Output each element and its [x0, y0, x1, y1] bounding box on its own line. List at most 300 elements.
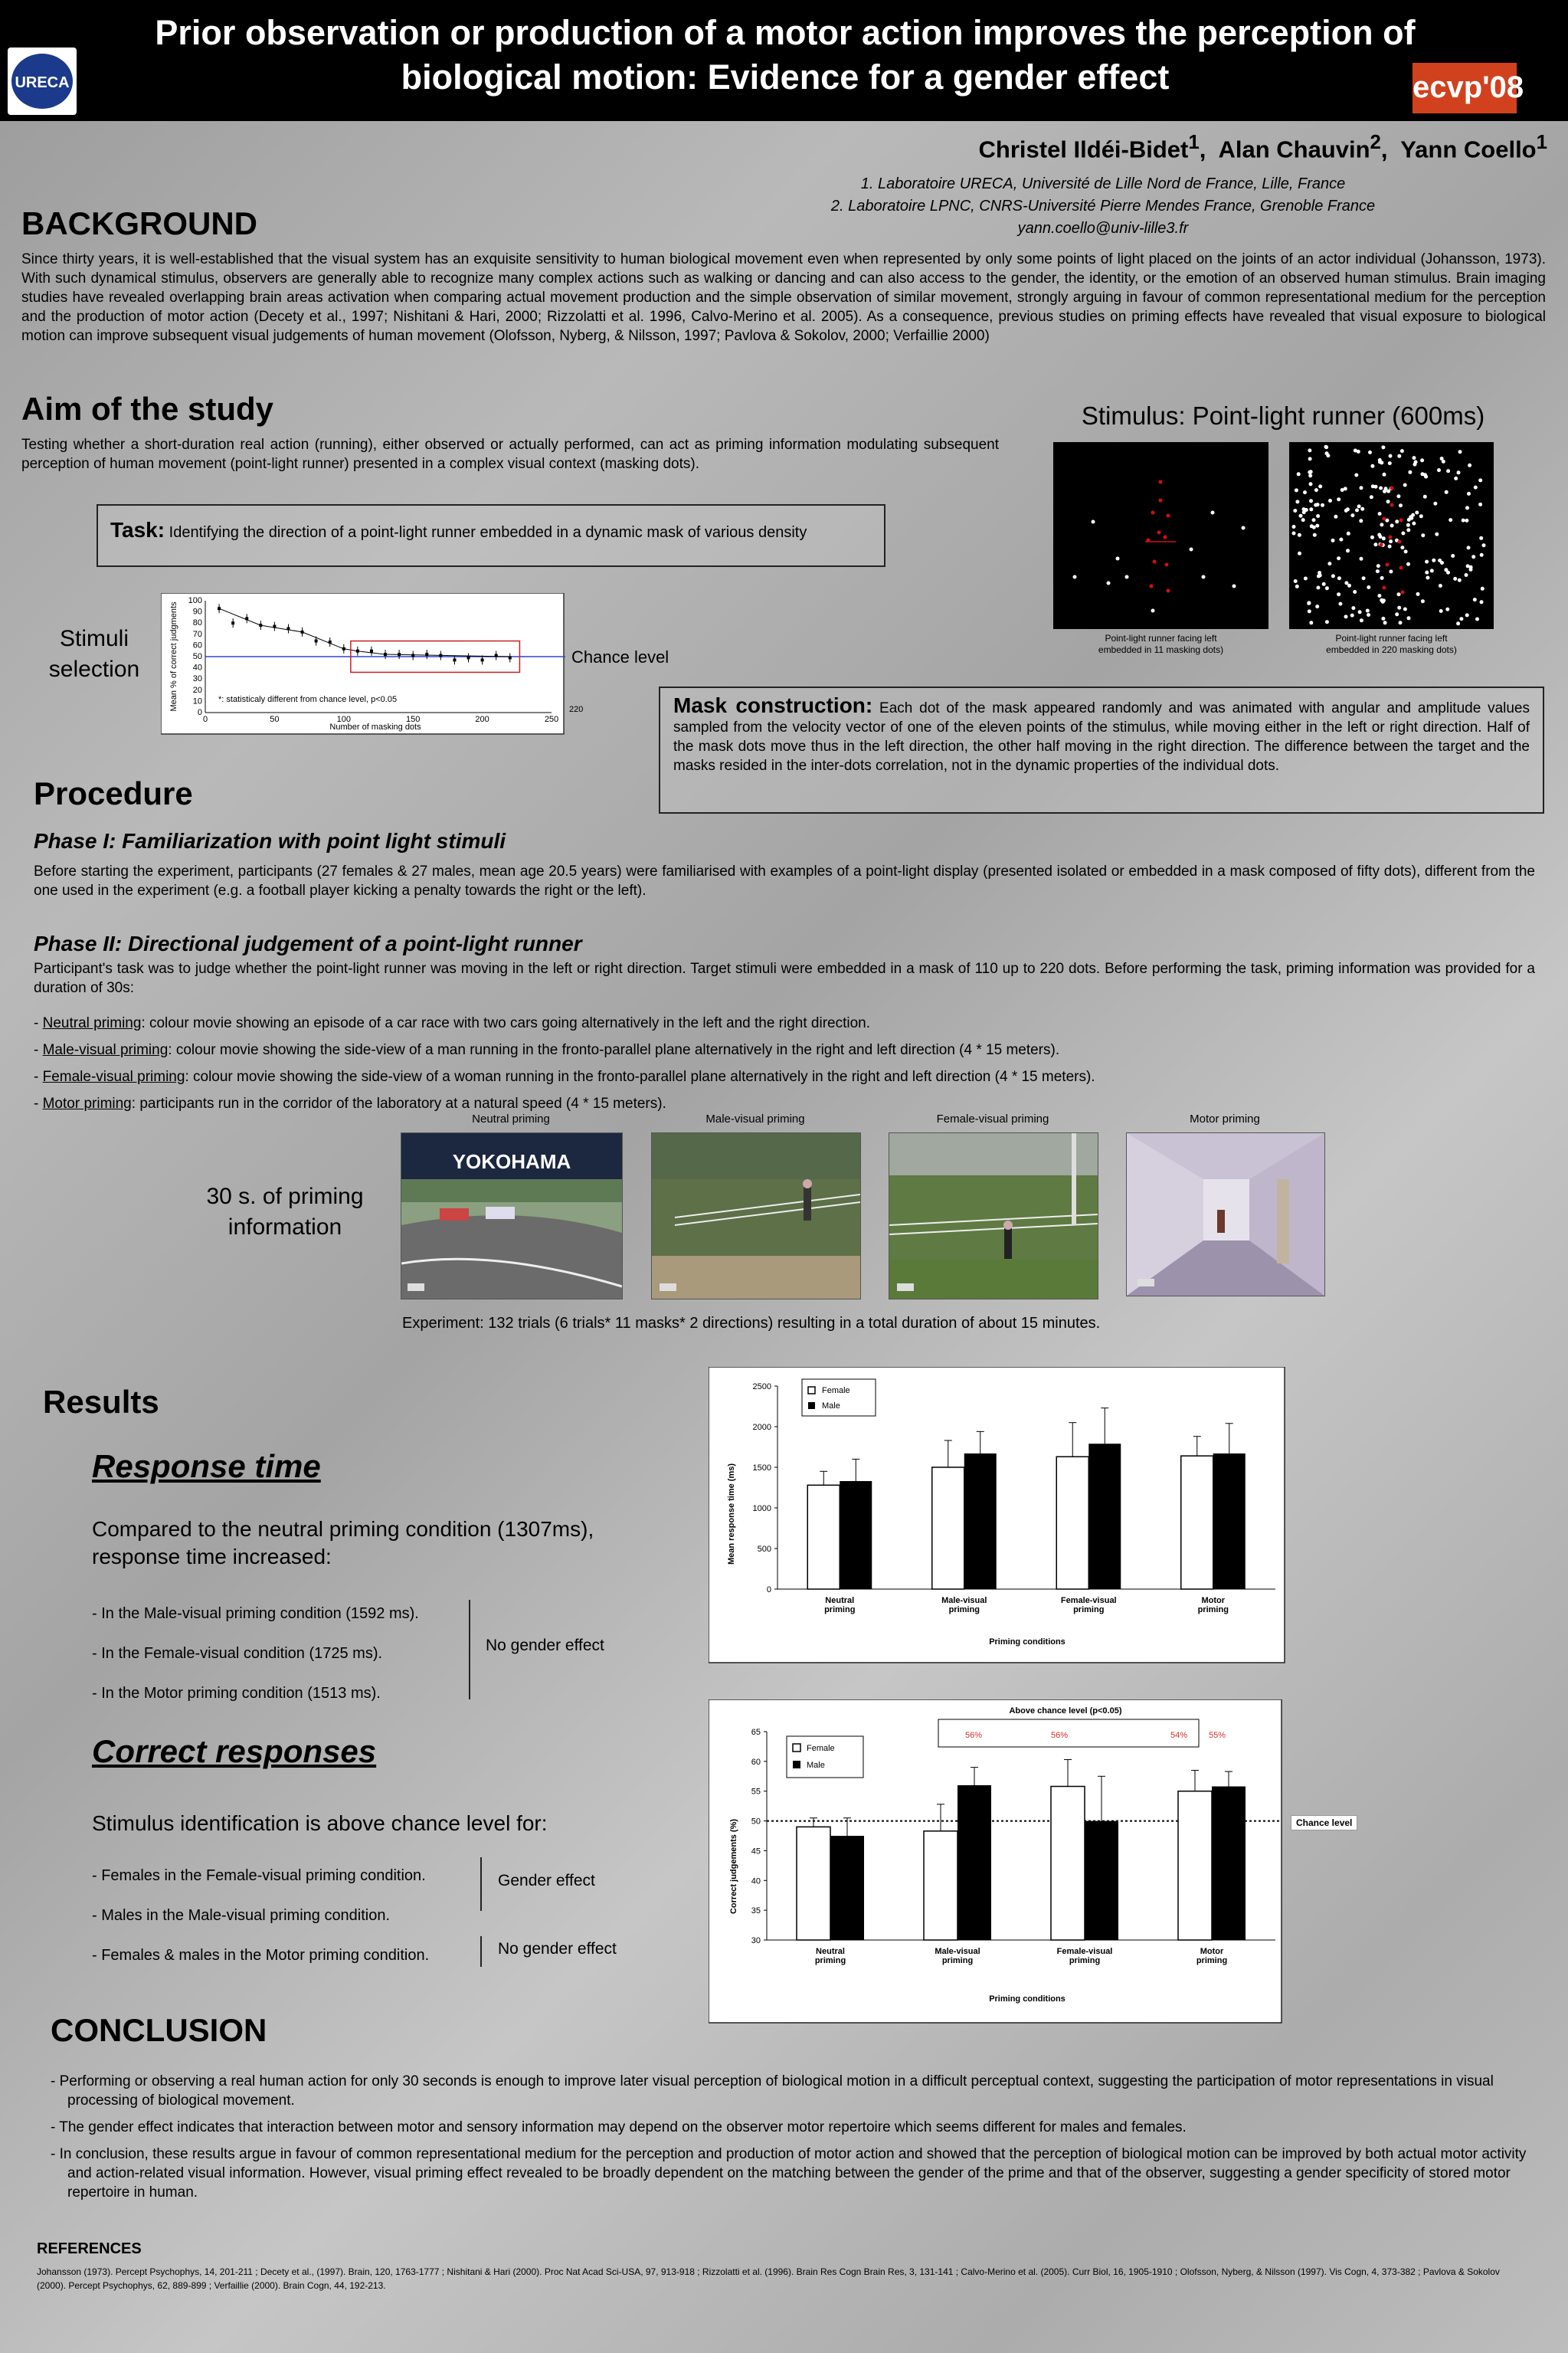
mask-dot	[1416, 592, 1420, 596]
mask-dot	[1421, 599, 1425, 603]
mask-dot	[1298, 533, 1301, 537]
x-axis-label: Priming conditions	[989, 1637, 1066, 1647]
mask-dot	[1297, 472, 1301, 476]
above-chance-value: 55%	[1208, 1731, 1226, 1740]
mask-dot	[1337, 556, 1340, 560]
mask-dot	[1314, 488, 1318, 492]
background-text: Since thirty years, it is well-established that the visual system has an exquisite sensitivity to human biological movement even when represented by only some points of light placed on the joints of an actor individual (Johansson, 1973). With such dynamical stimulus, observers are generally able to recognize many complex actions such as walking or dancing and can also access to the gender, the identity, or the emotion of an observed human stimulus. Brain imaging studies have revealed overlapping brain areas activation when comparing actual movement production and the simple observation of similar movement, strongly arguing in favour of common representational medium for the perception and the production of motor action (Decety et al., 1997; Nishitani & Hari, 2000; Rizzolatti et al. 1996, Calvo-Merino et al. 2005). As a consequence, previous studies on priming effects have revealed that visual exposure to biological motion can improve subsequent visual judgements of human movement (Olofsson, Nyberg, & Nilsson, 1997; Pavlova & Sokolov, 2000; Verfaillie 2000)	[21, 251, 1546, 344]
bracket-line	[469, 1600, 470, 1699]
priming-duration-line: 30 s. of priming	[206, 1184, 364, 1209]
mask-dot	[1308, 457, 1312, 460]
category-label: Neutral	[816, 1947, 845, 1956]
mask-dot	[1425, 571, 1429, 575]
mask-dot	[1315, 605, 1319, 608]
mask-dot	[1380, 523, 1383, 526]
data-point	[481, 658, 484, 661]
mask-dot	[1331, 574, 1335, 578]
y-tick-label: 10	[192, 696, 202, 706]
y-tick-label: 60	[192, 641, 202, 651]
rt-item: - In the Male-visual priming condition (1592 ms).	[92, 1605, 419, 1622]
stimuli-selection-line: Stimuli	[59, 626, 129, 651]
mask-dot	[1376, 569, 1380, 573]
y-tick-label: 0	[197, 708, 202, 717]
priming-item: - Female-visual priming: colour movie showing the side-view of a woman running in the fronto-parallel plane alternatively in the right and left direction (4 * 15 meters).	[34, 1069, 1095, 1085]
mask-dot	[1370, 536, 1374, 539]
task-text: Identifying the direction of a point-light runner embedded in a dynamic mask of various density	[169, 524, 807, 541]
mask-dot	[1474, 486, 1478, 490]
category-label: Male-visual	[935, 1947, 980, 1956]
y-tick-label: 0	[766, 1585, 771, 1594]
mask-dot	[1295, 500, 1299, 503]
mask-dot	[1316, 514, 1320, 518]
mask-dot	[1346, 549, 1350, 552]
mask-dot	[1459, 617, 1463, 621]
mask-dot	[1308, 448, 1311, 452]
conclusion-list	[51, 2072, 1529, 2202]
category-label: priming	[1197, 1605, 1229, 1614]
photo-caption: Female-visual priming	[936, 1113, 1049, 1126]
mask-dot	[1389, 539, 1393, 543]
author-name: Christel Ildéi-Bidet	[978, 136, 1189, 163]
priming-item: - Neutral priming: colour movie showing an episode of a car race with two cars going alternatively in the left and the right direction.	[34, 1015, 871, 1031]
task-box	[97, 504, 885, 567]
data-point	[495, 654, 498, 657]
photo-caption: Motor priming	[1190, 1113, 1260, 1126]
ureca-logo	[8, 48, 77, 115]
mask-dot	[1322, 582, 1326, 586]
above-chance-value: 54%	[1170, 1731, 1188, 1740]
cr-item: - Females in the Female-visual priming condition.	[92, 1867, 426, 1884]
female-bar	[924, 1831, 957, 1940]
mask-dot	[1379, 487, 1383, 490]
conclusion-heading: CONCLUSION	[51, 2012, 267, 2048]
bracket-line	[480, 1936, 482, 1967]
mask-dot	[1397, 454, 1401, 458]
x-tick-label: 0	[202, 715, 208, 724]
y-tick-label: 70	[192, 629, 202, 639]
author-sup: 1	[1188, 132, 1200, 153]
mask-dot	[1325, 586, 1329, 590]
mask-dot	[1412, 522, 1416, 526]
mask-dot	[1325, 620, 1329, 624]
author-sup: 1	[1536, 132, 1547, 153]
mask-dot	[1400, 546, 1404, 549]
ureca-logo-text: URECA	[15, 74, 70, 91]
priming-desc: : participants run in the corridor of the laboratory at a natural speed (4 * 15 meters).	[131, 1096, 666, 1112]
mask-dot	[1421, 533, 1425, 537]
mask-dot	[1310, 524, 1314, 528]
intro-line: Compared to the neutral priming condition (1307ms),	[92, 1517, 594, 1541]
category-label: priming	[1069, 1956, 1101, 1965]
mask-dot	[1309, 482, 1313, 486]
y-tick-label: 500	[757, 1545, 771, 1554]
mask-dot	[1449, 518, 1452, 522]
mask-dot	[1294, 579, 1298, 583]
y-tick-label: 35	[751, 1906, 761, 1916]
x-axis-label: Number of masking dots	[329, 723, 421, 732]
aim-heading: Aim of the study	[21, 391, 274, 427]
above-chance-title: Above chance level (p<0.05)	[1009, 1706, 1122, 1716]
rt-item: - In the Female-visual condition (1725 ms).	[92, 1645, 383, 1662]
priming-desc: : colour movie showing an episode of a car race with two cars going alternatively in the left and the right direction.	[141, 1015, 871, 1031]
priming-item: - Motor priming: participants run in the corridor of the laboratory at a natural speed (4 * 15 meters).	[34, 1096, 666, 1112]
priming-list	[34, 1010, 1535, 1117]
data-point	[218, 607, 221, 610]
mask-dot	[1475, 618, 1479, 621]
mask-dot	[1331, 539, 1335, 542]
mask-dot	[1465, 613, 1469, 617]
mask-dot	[1426, 576, 1429, 580]
mask-dot	[1465, 519, 1468, 523]
mask-dot	[1458, 578, 1462, 582]
phase1-text: Before starting the experiment, participants (27 females & 27 males, mean age 20.5 years) were familiarised with examples of a point-light display (presented isolated or embedded in a mask composed of fifty dots), different from the one used in the experiment (e.g. a football player kicking a penalty towards the right or the left).	[34, 864, 1535, 899]
priming-item: - Male-visual priming: colour movie showing the side-view of a man running in the fronto-parallel plane alternatively in the right and left direction (4 * 15 meters).	[34, 1042, 1060, 1058]
mask-dot	[1444, 568, 1448, 572]
mask-dot	[1368, 451, 1372, 454]
task-content	[110, 518, 807, 542]
category-label: Male-visual	[941, 1596, 987, 1605]
priming-duration-line: information	[228, 1214, 342, 1240]
mask-dot	[1316, 586, 1320, 590]
mask-dot	[1466, 564, 1470, 568]
correct-responses-list	[92, 1856, 429, 1975]
author-email: yann.coello@univ-lille3.fr	[1017, 220, 1189, 237]
mask-dot	[1293, 509, 1297, 513]
male-bar	[964, 1453, 997, 1589]
mask-dot	[1435, 533, 1439, 536]
priming-name: Motor priming	[42, 1096, 132, 1112]
mask-dot	[1381, 617, 1385, 621]
mask-dot	[1292, 532, 1296, 536]
mask-dot	[1370, 464, 1374, 468]
mask-dot	[1308, 474, 1312, 477]
male-bar	[957, 1785, 991, 1940]
y-tick-label: 1500	[752, 1463, 771, 1473]
mask-dot	[1390, 524, 1394, 528]
category-label: Neutral	[825, 1596, 855, 1605]
y-tick-label: 1000	[752, 1504, 771, 1513]
response-time-chart	[709, 1367, 1286, 1664]
mask-dot	[1350, 513, 1354, 517]
mask-dot	[1451, 554, 1455, 558]
mask-dot	[1314, 503, 1318, 507]
affiliations	[689, 173, 1517, 240]
cr-effect-label: No gender effect	[498, 1940, 617, 1958]
data-point	[439, 654, 442, 657]
data-point	[301, 631, 304, 634]
mask-dot	[1315, 524, 1319, 528]
background-heading: BACKGROUND	[21, 205, 257, 241]
y-tick-label: 40	[192, 663, 202, 673]
priming-desc: : colour movie showing the side-view of a man running in the fronto-parallel plane alternatively in the right and left direction (4 * 15 meters).	[168, 1042, 1060, 1058]
mask-dot	[1318, 484, 1322, 488]
mask-dot	[1482, 543, 1486, 547]
data-point	[425, 653, 428, 656]
mask-dot	[1381, 445, 1385, 449]
male-bar	[1212, 1786, 1246, 1940]
task-label: Task:	[110, 518, 165, 542]
data-point	[411, 654, 414, 657]
mask-dot	[1344, 581, 1348, 585]
mask-dot	[1445, 490, 1449, 494]
caption-line: Point-light runner facing left	[1105, 633, 1217, 644]
author-name: Alan Chauvin	[1218, 136, 1370, 163]
intro-line: response time increased:	[92, 1545, 332, 1568]
caption-line: embedded in 220 masking dots)	[1326, 644, 1457, 655]
references-heading: REFERENCES	[37, 2240, 142, 2257]
mask-dot	[1453, 577, 1457, 581]
mask-dot	[1419, 514, 1423, 518]
mask-dot	[1359, 519, 1363, 523]
mask-dot	[1370, 495, 1373, 499]
mask-dot	[1347, 532, 1350, 536]
priming-desc: : colour movie showing the side-view of a woman running in the fronto-parallel plane alternatively in the right and left direction (4 * 15 meters).	[185, 1069, 1095, 1085]
mask-dot	[1383, 490, 1386, 493]
correct-responses-heading: Correct responses	[92, 1733, 377, 1769]
data-point	[329, 641, 332, 644]
mask-dot	[1423, 495, 1427, 499]
y-tick-label: 2000	[752, 1423, 771, 1432]
cr-item: - Females & males in the Motor priming condition.	[92, 1947, 430, 1964]
mask-dot	[1292, 525, 1296, 529]
data-point	[356, 650, 359, 653]
stimulus-11-dots-image	[1053, 442, 1268, 629]
mask-dot	[1403, 608, 1407, 611]
priming-name: Neutral priming	[42, 1015, 142, 1031]
mask-dot	[1473, 598, 1477, 601]
mask-dot	[1442, 460, 1445, 464]
mask-dot	[1327, 562, 1331, 565]
response-time-intro	[92, 1516, 594, 1571]
y-tick-label: 100	[188, 596, 202, 605]
mask-dot	[1337, 576, 1341, 580]
mask-dot	[1408, 470, 1412, 474]
mask-dot	[1456, 621, 1460, 625]
mask-dot	[1380, 576, 1384, 580]
conclusion-item: - The gender effect indicates that interaction between motor and sensory information may depend on the observer motor repertoire which seems different for males and females.	[51, 2119, 1187, 2135]
mask-dot	[1433, 502, 1437, 506]
mask-dot	[1353, 590, 1357, 594]
y-axis-label: Mean % of correct judgments	[169, 601, 178, 712]
y-tick-label: 45	[751, 1847, 761, 1857]
chance-level-tag: Chance level	[1291, 1815, 1357, 1830]
mask-dot	[1307, 601, 1311, 605]
mask-dot	[1357, 450, 1360, 454]
stimulus-caption-2	[1289, 633, 1494, 656]
bracket-line	[480, 1857, 482, 1911]
aim-text: Testing whether a short-duration real action (running), either observed or actually performed, can act as priming information modulating subsequent perception of human movement (point-light runner) presented in a complex visual context (masking dots).	[21, 437, 999, 472]
mask-dot	[1465, 506, 1469, 510]
x-tick-label: 200	[475, 715, 489, 724]
stimuli-selection-chart	[161, 593, 565, 736]
category-label: Female-visual	[1060, 1596, 1117, 1605]
data-point	[245, 617, 248, 620]
mask-dot	[1415, 511, 1419, 515]
mask-dot	[1303, 490, 1307, 494]
mask-dot	[1382, 598, 1386, 602]
conclusion-item: - In conclusion, these results argue in favour of common representational medium for the perception and production of motor action and showed that the perception of biological motion can be improved by both actual motor activity and action-related visual information. However, visual priming effect revealed to be broadly dependent on the matching between the gender of the prime and that of the observer, suggesting a gender specificity of stored motor repertoire in human.	[51, 2146, 1527, 2201]
y-tick-label: 60	[751, 1757, 761, 1767]
y-tick-label: 80	[192, 618, 202, 628]
mask-dot	[1358, 610, 1362, 614]
priming-duration-label	[178, 1181, 392, 1243]
data-point	[384, 653, 387, 656]
mask-dot	[1304, 577, 1308, 581]
y-tick-label: 50	[751, 1817, 761, 1827]
mask-dot	[1340, 488, 1344, 492]
mask-dot	[1397, 606, 1401, 610]
ecvp-logo: ecvp'08	[1413, 63, 1517, 113]
mask-dot	[1424, 475, 1428, 479]
mask-dot	[1478, 503, 1482, 506]
data-point	[273, 625, 276, 628]
mask-dot	[1471, 555, 1475, 559]
mask-dot	[1367, 585, 1370, 589]
mask-dot	[1377, 564, 1380, 568]
x-tick-label: 150	[406, 715, 421, 724]
mask-dot	[1386, 500, 1390, 503]
data-point	[370, 650, 373, 653]
category-label: Motor	[1201, 1596, 1226, 1605]
male-bar	[1088, 1444, 1121, 1589]
y-tick-label: 55	[751, 1787, 761, 1797]
stimulus-220-dots-image	[1289, 442, 1494, 629]
mask-dot	[1439, 584, 1442, 588]
above-chance-value: 56%	[964, 1731, 983, 1740]
male-bar	[830, 1836, 864, 1940]
response-time-list	[92, 1594, 419, 1713]
cr-item: - Males in the Male-visual priming condition.	[92, 1907, 391, 1924]
mask-dot	[1420, 458, 1424, 462]
y-tick-label: 2500	[752, 1382, 771, 1391]
mask-dot	[1360, 486, 1363, 490]
mask-box	[659, 687, 1544, 814]
references-text: Johansson (1973). Percept Psychophys, 14, 201-211 ; Decety et al., (1997). Brain, 120, 1763-1777 ; Nishitani & Hari (2000). Proc Nat Acad Sci-USA, 97, 913-918 ; Rizzolatti et al. (1996). Brain Res Cogn Brain Res, 3, 131-141 ; Calvo-Merino et al. (2005). Curr Biol, 16, 1905-1910 ; Olofsson, Nyberg, & Nilsson (1997). Vis Cogn, 4, 373-382 ; Pavlova & Sokolov (2000). Percept Psychophys, 62, 889-899 ; Verfaillie (2000). Brain Cogn, 44, 192-213.	[37, 2266, 1500, 2291]
female-bar	[1051, 1786, 1085, 1940]
mask-content	[673, 693, 1530, 775]
mask-dot	[1312, 518, 1316, 522]
data-point	[398, 653, 401, 656]
data-point	[259, 624, 262, 627]
mask-dot	[1360, 618, 1363, 622]
mask-dot	[1334, 515, 1337, 519]
neutral-priming-photo	[401, 1132, 623, 1299]
mask-dot	[1299, 514, 1303, 518]
mask-dot	[1295, 488, 1298, 492]
mask-dot	[1388, 545, 1392, 549]
mask-dot	[1469, 568, 1473, 572]
mask-dot	[1465, 573, 1468, 577]
author-list: Christel Ildéi-Bidet$^1$, Alan Chauvin$^2$, Yann Coello$^1$	[978, 132, 1547, 163]
mask-dot	[1462, 519, 1465, 523]
mask-dot	[1360, 507, 1364, 511]
legend-male: Male	[822, 1401, 840, 1411]
mask-dot	[1357, 504, 1361, 508]
mask-dot	[1325, 451, 1329, 455]
mask-dot	[1389, 570, 1393, 574]
mask-dot	[1298, 552, 1301, 555]
mask-dot	[1457, 470, 1461, 474]
mask-dot	[1454, 477, 1458, 480]
y-tick-label: 90	[192, 607, 202, 617]
y-tick-label: 20	[192, 685, 202, 695]
mask-dot	[1413, 463, 1417, 467]
rt-item: - In the Motor priming condition (1513 ms).	[92, 1685, 381, 1702]
category-label: priming	[1073, 1605, 1105, 1614]
priming-name: Female-visual priming	[42, 1069, 185, 1085]
mask-dot	[1399, 621, 1403, 624]
mask-dot	[1351, 606, 1355, 610]
legend-female: Female	[807, 1744, 835, 1753]
y-axis-label: Mean response time (ms)	[727, 1463, 736, 1565]
female-bar	[807, 1485, 840, 1589]
legend-female: Female	[822, 1386, 850, 1395]
experiment-summary: Experiment: 132 trials (6 trials* 11 masks* 2 directions) resulting in a total duration of about 15 minutes.	[402, 1315, 1101, 1332]
mask-dot	[1382, 536, 1386, 540]
category-label: priming	[941, 1956, 974, 1965]
stimulus-caption-1	[1053, 633, 1268, 656]
mask-dot	[1346, 507, 1350, 511]
mask-dot	[1337, 592, 1340, 596]
mask-dot	[1458, 450, 1462, 454]
priming-name: Male-visual priming	[42, 1042, 169, 1058]
photo-caption: Neutral priming	[472, 1113, 550, 1126]
phase2-text: Participant's task was to judge whether the point-light runner was moving in the left or right direction. Target stimuli were embedded in a mask of 110 up to 220 dots. Before performing the task, priming information was provided for a duration of 30s:	[34, 961, 1535, 996]
mask-dot	[1344, 614, 1348, 618]
mask-dot	[1386, 490, 1390, 493]
female-bar	[1181, 1456, 1213, 1589]
mask-dot	[1355, 508, 1359, 512]
mask-dot	[1378, 460, 1382, 464]
male-bar	[1085, 1821, 1118, 1940]
mask-dot	[1413, 456, 1416, 460]
mask-dot	[1481, 587, 1485, 591]
female-bar	[797, 1827, 830, 1940]
female-visual-priming-photo	[889, 1132, 1098, 1299]
mask-dot	[1421, 472, 1425, 476]
motor-priming-photo	[1126, 1132, 1325, 1296]
mask-dot	[1373, 542, 1377, 546]
male-bar	[1213, 1453, 1246, 1589]
y-tick-label: 65	[751, 1728, 761, 1737]
mask-dot	[1383, 473, 1386, 477]
stimuli-selection-label	[37, 624, 152, 685]
mask-dot	[1400, 449, 1404, 453]
photo-caption: Male-visual priming	[705, 1113, 805, 1126]
data-point	[509, 656, 512, 659]
mask-dot	[1339, 538, 1343, 542]
response-time-heading: Response time	[92, 1448, 321, 1484]
significance-note: *: statisticaly different from chance level, p<0.05	[218, 695, 398, 704]
mask-dot	[1302, 507, 1306, 511]
x-tick-label: 250	[544, 715, 559, 724]
mask-dot	[1446, 469, 1450, 473]
mask-dot	[1377, 594, 1381, 598]
y-tick-label: 30	[192, 674, 202, 684]
x-axis-label: Priming conditions	[989, 1994, 1066, 2004]
mask-dot	[1430, 569, 1434, 572]
mask-dot	[1388, 461, 1392, 465]
legend-male: Male	[807, 1761, 825, 1770]
category-label: Female-visual	[1056, 1947, 1113, 1956]
mask-dot	[1480, 600, 1484, 604]
mask-dot	[1309, 621, 1313, 624]
correct-responses-intro: Stimulus identification is above chance level for:	[92, 1811, 548, 1835]
mask-dot	[1401, 532, 1405, 536]
y-axis-label: Correct judgements (%)	[729, 1818, 738, 1915]
male-visual-priming-photo	[651, 1132, 861, 1299]
mask-dot	[1366, 609, 1370, 613]
